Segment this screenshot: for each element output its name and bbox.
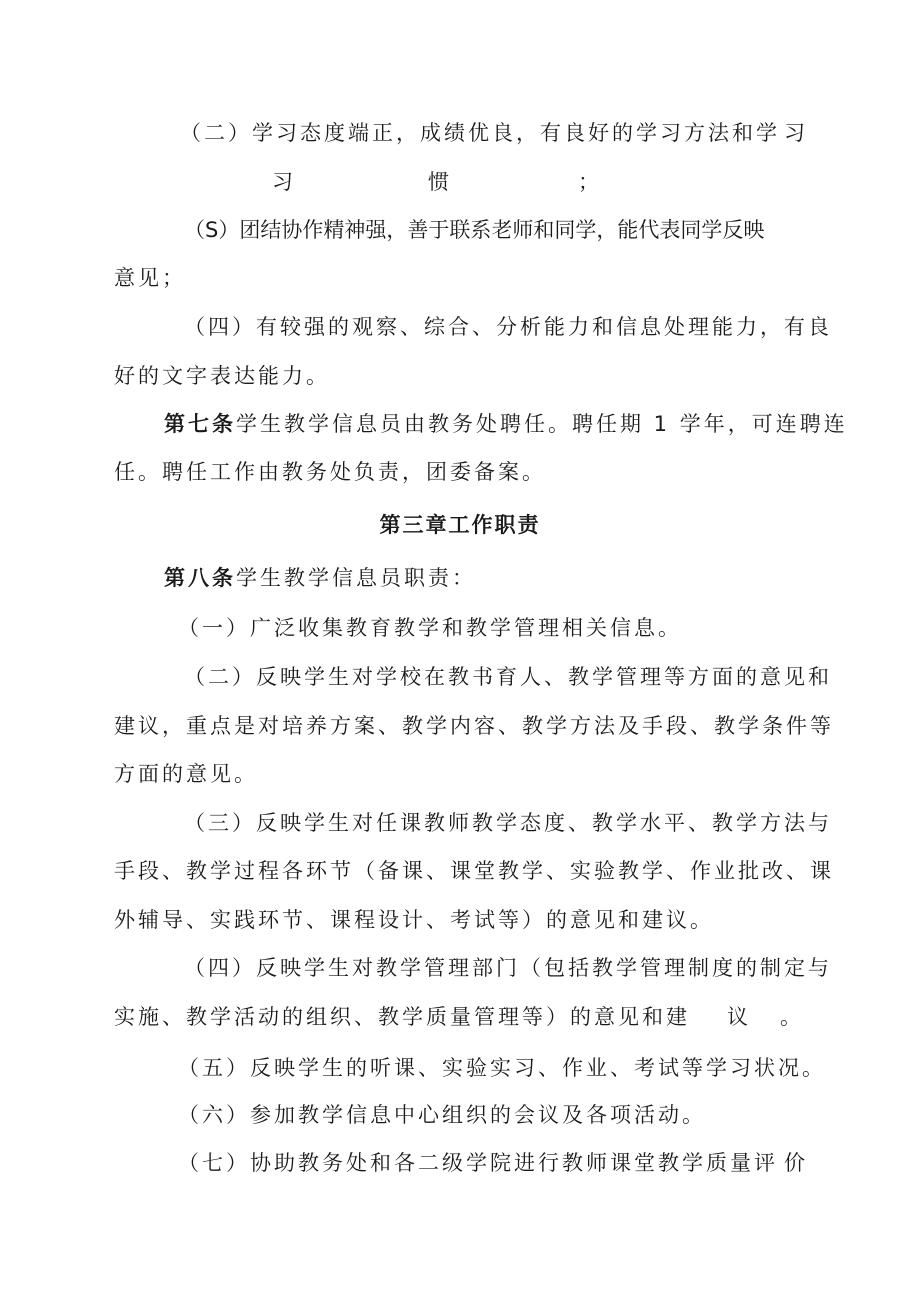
paragraph-line: [578, 167, 602, 197]
text: 惯: [428, 170, 452, 194]
paragraph-line: [784, 1148, 808, 1178]
paragraph-line: [114, 905, 714, 935]
paragraph-line: [114, 1002, 690, 1032]
text: 习: [784, 121, 808, 145]
chapter-title: 第三章工作职责: [379, 513, 541, 537]
text: 方面的意见。: [114, 762, 258, 786]
paragraph-line: [164, 563, 476, 593]
text: 议: [727, 1005, 751, 1029]
paragraph-line: [114, 856, 834, 886]
paragraph-line: [178, 1100, 706, 1130]
text: 学生教学信息员职责：: [236, 566, 476, 590]
paragraph-line: [180, 118, 780, 148]
text: 好的文字表达能力。: [114, 364, 330, 388]
paragraph-line: [114, 263, 186, 293]
text: （二）学习态度端正，成绩优良，有良好的学习方法和学: [180, 121, 780, 145]
paragraph-line: [114, 759, 258, 789]
article-label: 第八条: [164, 566, 236, 590]
paragraph-line: [784, 118, 808, 148]
text: （一）广泛收集教育教学和教学管理相关信息。: [178, 616, 682, 640]
paragraph-line: [164, 409, 848, 439]
text: （七）协助教务处和各二级学院进行教师课堂教学质量评: [178, 1151, 778, 1175]
paragraph-line: [727, 1002, 751, 1032]
text: （四）有较强的观察、综合、分析能力和信息处理能力，有良: [184, 315, 832, 339]
text: （五）反映学生的听课、实验实习、作业、考试等学习状况。: [178, 1056, 826, 1080]
paragraph-line: [428, 167, 452, 197]
text: 学生教学信息员由教务处聘任。聘任期 1 学年，可连聘连: [236, 412, 848, 436]
paragraph-line: [184, 662, 832, 692]
paragraph-line: [184, 312, 832, 342]
text: （四）反映学生对教学管理部门（包括教学管理制度的制定与: [184, 956, 832, 980]
text: 实施、教学活动的组织、教学质量管理等）的意见和建: [114, 1005, 690, 1029]
text: 意见；: [114, 266, 186, 290]
text: 建议，重点是对培养方案、教学内容、教学方法及手段、教学条件等: [114, 714, 834, 738]
article-label: 第七条: [164, 412, 236, 436]
paragraph-line: [184, 953, 832, 983]
paragraph-line: [178, 1148, 778, 1178]
paragraph-line: [780, 1002, 804, 1032]
text: （二）反映学生对学校在教书育人、教学管理等方面的意见和: [184, 665, 832, 689]
text: （S）团结协作精神强，善于联系老师和同学，能代表同学反映: [184, 218, 765, 242]
text: （六）参加教学信息中心组织的会议及各项活动。: [178, 1103, 706, 1127]
text: 价: [784, 1151, 808, 1175]
text: 外辅导、实践环节、课程设计、考试等）的意见和建议。: [114, 908, 714, 932]
paragraph-line: [272, 167, 296, 197]
paragraph-line: [178, 1053, 826, 1083]
text: 习: [272, 170, 296, 194]
paragraph-line: [114, 457, 546, 487]
text: ；: [578, 170, 602, 194]
paragraph-line: [184, 808, 832, 838]
text: （三）反映学生对任课教师教学态度、教学水平、教学方法与: [184, 811, 832, 835]
text: 任。聘任工作由教务处负责，团委备案。: [114, 460, 546, 484]
paragraph-line: [114, 361, 330, 391]
paragraph-line: [178, 613, 682, 643]
text: 手段、教学过程各环节（备课、课堂教学、实验教学、作业批改、课: [114, 859, 834, 883]
text: 。: [780, 1005, 804, 1029]
paragraph-line: [114, 711, 834, 741]
paragraph-line: [184, 215, 806, 245]
